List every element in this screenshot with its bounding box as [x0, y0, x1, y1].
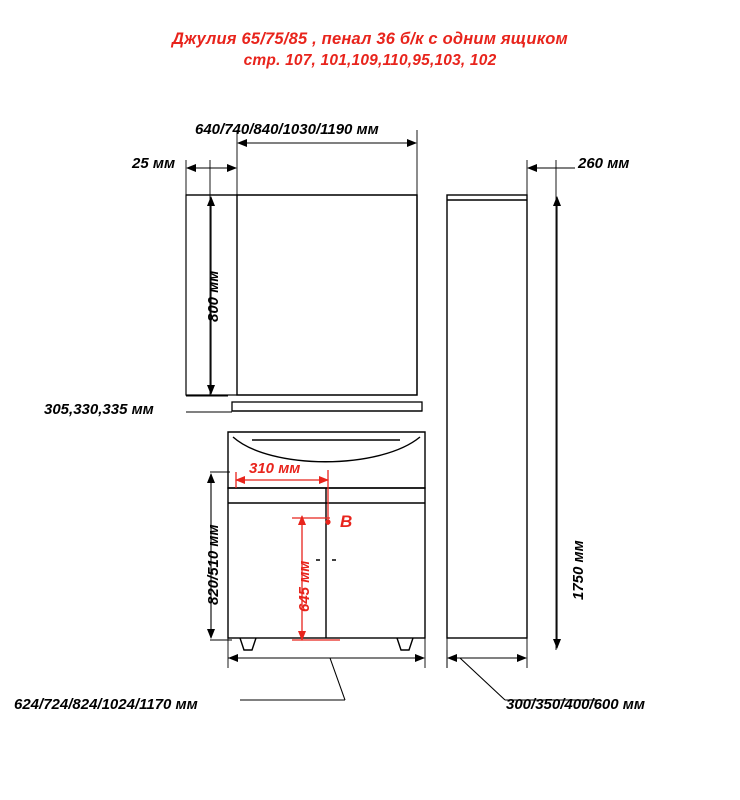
dim-mirror-width: 640/740/840/1030/1190 мм	[195, 121, 379, 138]
title-line-1: Джулия 65/75/85 , пенал 36 б/к с одним ящиком	[172, 30, 568, 48]
dim-shelf-width: 305,330,335 мм	[44, 401, 154, 418]
dim-mirror-offset-left: 25 мм	[132, 155, 176, 172]
red-dimension-arrows	[236, 470, 340, 640]
dim-cabinet-depth-top: 260 мм	[578, 155, 630, 172]
mirror-outline	[237, 195, 417, 395]
tall-cabinet	[447, 195, 527, 638]
dim-mirror-height: 800 мм	[205, 270, 222, 322]
title-line-2: стр. 107, 101,109,110,95,103, 102	[243, 52, 497, 69]
vanity-cabinet	[228, 488, 425, 650]
extension-lines	[186, 130, 556, 668]
shelf-bar	[232, 402, 422, 411]
dim-socket-height: 645 мм	[296, 560, 313, 612]
dim-vanity-width: 624/724/824/1024/1170 мм	[14, 696, 198, 713]
dim-tall-cabinet-height: 1750 мм	[570, 540, 587, 600]
dimension-arrows	[187, 143, 600, 700]
socket-label: B	[340, 512, 353, 531]
dim-vanity-height: 820/510 мм	[205, 524, 222, 605]
dim-socket-offset: 310 мм	[249, 460, 301, 477]
dim-tall-cabinet-width: 300/350/400/600 мм	[506, 696, 645, 713]
